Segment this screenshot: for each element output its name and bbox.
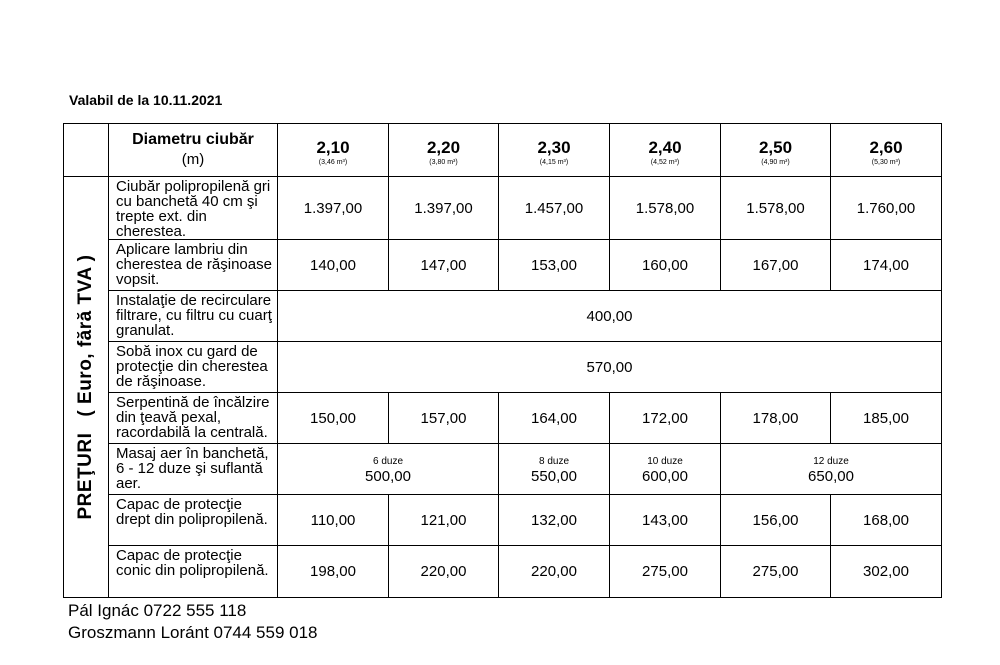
- jet-count: 6 duze: [372, 456, 404, 467]
- row-description: Sobă inox cu gard de protecţie din cherestea de răşinoase.: [109, 342, 278, 393]
- diameter-unit: (m): [181, 151, 205, 168]
- side-label-main: PREŢURI: [75, 432, 96, 520]
- size-header: [389, 124, 499, 177]
- table-row: [64, 240, 942, 291]
- price-cell: 302,00: [831, 546, 942, 598]
- size-header: [831, 124, 942, 177]
- size-header: [278, 124, 389, 177]
- row-description: Masaj aer în banchetă, 6 - 12 duze şi suflantă aer.: [109, 444, 278, 495]
- size-header: [499, 124, 610, 177]
- jet-group-cell: [499, 444, 610, 495]
- size-volume: (4,52 m³): [650, 159, 680, 166]
- price-cell: 153,00: [499, 240, 610, 291]
- jet-price: 550,00: [531, 468, 577, 485]
- size-volume: (4,90 m³): [761, 159, 790, 166]
- size-header: [721, 124, 831, 177]
- size-diameter: 2,60: [869, 138, 903, 157]
- side-label-cell: [64, 177, 109, 598]
- header-row: [64, 124, 942, 177]
- jet-price: 600,00: [642, 468, 688, 485]
- price-cell: 185,00: [831, 393, 942, 444]
- size-volume: (3,46 m³): [318, 159, 348, 166]
- diameter-title: Diametru ciubăr: [132, 131, 254, 148]
- contact-line: Pál Ignác 0722 555 118: [68, 601, 247, 620]
- price-cell: 1.578,00: [721, 177, 831, 240]
- price-cell: 275,00: [610, 546, 721, 598]
- price-cell: 174,00: [831, 240, 942, 291]
- table-row: [64, 291, 942, 342]
- jet-price: 650,00: [808, 468, 854, 485]
- table-row: [64, 495, 942, 546]
- price-cell: 150,00: [278, 393, 389, 444]
- price-cell: 1.578,00: [610, 177, 721, 240]
- row-description: Capac de protecţie drept din polipropilenă.: [109, 495, 278, 546]
- table-row: [64, 546, 942, 598]
- size-volume: (3,80 m³): [429, 159, 458, 166]
- price-cell: 164,00: [499, 393, 610, 444]
- price-cell: 1.760,00: [831, 177, 942, 240]
- jet-group-cell: [278, 444, 499, 495]
- table-row: [64, 393, 942, 444]
- price-cell: 172,00: [610, 393, 721, 444]
- price-cell: 147,00: [389, 240, 499, 291]
- row-description: Serpentină de încălzire din ţeavă pexal, racordabilă la centrală.: [109, 393, 278, 444]
- size-diameter: 2,40: [648, 138, 682, 157]
- price-cell: 178,00: [721, 393, 831, 444]
- jet-price: 500,00: [365, 468, 411, 485]
- price-cell: 110,00: [278, 495, 389, 546]
- jet-group-cell: [721, 444, 942, 495]
- size-diameter: 2,10: [316, 138, 350, 157]
- price-cell: 220,00: [389, 546, 499, 598]
- price-cell: 157,00: [389, 393, 499, 444]
- corner-cell: [64, 124, 109, 177]
- jet-count: 8 duze: [538, 456, 570, 467]
- price-cell: 167,00: [721, 240, 831, 291]
- price-cell: 1.397,00: [278, 177, 389, 240]
- price-cell: 121,00: [389, 495, 499, 546]
- price-cell: 1.457,00: [499, 177, 610, 240]
- size-volume: (4,15 m³): [539, 159, 569, 166]
- price-cell: 156,00: [721, 495, 831, 546]
- price-cell: 275,00: [721, 546, 831, 598]
- side-label-sub: ( Euro, fără TVA ): [75, 254, 96, 417]
- price-cell: 140,00: [278, 240, 389, 291]
- row-description: Ciubăr polipropilenă gri cu banchetă 40 cm şi trepte ext. din cherestea.: [109, 177, 278, 240]
- jet-count: 12 duze: [813, 456, 849, 467]
- table-row: [64, 342, 942, 393]
- side-label: [75, 255, 97, 520]
- price-cell: 168,00: [831, 495, 942, 546]
- price-cell: 220,00: [499, 546, 610, 598]
- price-cell: 132,00: [499, 495, 610, 546]
- size-volume: (5,30 m³): [871, 159, 901, 166]
- jet-group-cell: [610, 444, 721, 495]
- table-row: [64, 177, 942, 240]
- size-diameter: 2,30: [537, 138, 571, 157]
- price-cell: 198,00: [278, 546, 389, 598]
- price-cell: 143,00: [610, 495, 721, 546]
- price-cell-merged: 400,00: [278, 291, 942, 342]
- contact-line: Groszmann Loránt 0744 559 018: [68, 623, 318, 642]
- size-header: [610, 124, 721, 177]
- size-diameter: 2,50: [758, 138, 793, 157]
- diameter-header: [109, 124, 278, 177]
- price-cell-merged: 570,00: [278, 342, 942, 393]
- price-cell: 1.397,00: [389, 177, 499, 240]
- row-description: Capac de protecţie conic din polipropilenă.: [109, 546, 278, 598]
- price-table: [63, 123, 942, 598]
- price-cell: 160,00: [610, 240, 721, 291]
- table-row: [64, 444, 942, 495]
- jet-count: 10 duze: [647, 456, 683, 467]
- valid-from-label: Valabil de la 10.11.2021: [69, 92, 223, 108]
- row-description: Instalaţie de recirculare filtrare, cu filtru cu cuarţ granulat.: [109, 291, 278, 342]
- row-description: Aplicare lambriu din cherestea de răşinoase vopsit.: [109, 240, 278, 291]
- size-diameter: 2,20: [426, 138, 461, 157]
